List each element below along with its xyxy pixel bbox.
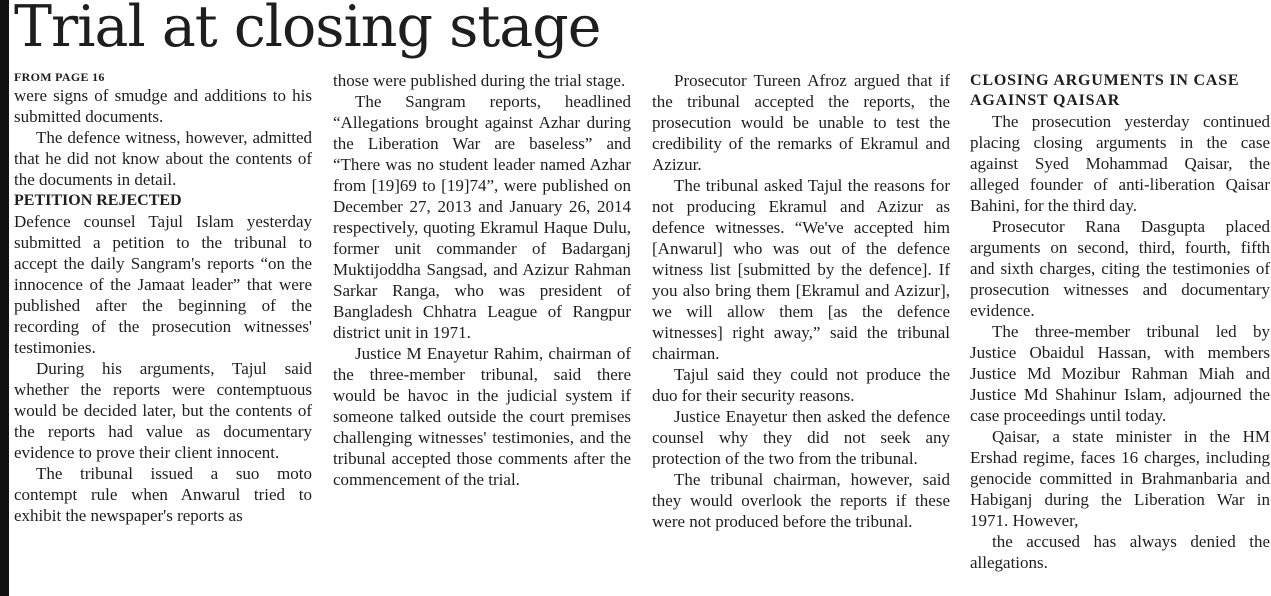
paragraph: The tribunal asked Tajul the reasons for not producing Ekramul and Azizur as defence witnesses. “We've accepted him [Anwarul] who was out of the defence witness list [submitted by the defence]. If you also bring them [Ekramul and Azizur], we will allow them [as the defence witnesses] right away,” said the tribunal chairman. [652, 176, 950, 363]
column-3 [652, 70, 950, 532]
subheading-closing-arguments: CLOSING ARGUMENTS IN CASE AGAINST QAISAR [970, 72, 1240, 109]
left-edge-bar [0, 0, 9, 596]
paragraph: those were published during the trial stage. [333, 71, 626, 90]
paragraph: were signs of smudge and additions to his submitted documents. [14, 86, 312, 126]
column-1 [14, 70, 312, 526]
paragraph: Tajul said they could not produce the duo for their security reasons. [652, 365, 950, 405]
paragraph: Prosecutor Tureen Afroz argued that if the tribunal accepted the reports, the prosecution would be unable to test the credibility of the remarks of Ekramul and Azizur. [652, 71, 950, 174]
column-4 [970, 71, 1270, 573]
paragraph: Justice Enayetur then asked the defence counsel why they did not seek any protection of the two from the tribunal. [652, 407, 950, 468]
headline: Trial at closing stage [14, 0, 601, 60]
paragraph: The defence witness, however, admitted that he did not know about the contents of the documents in detail. [14, 128, 312, 189]
paragraph: Qaisar, a state minister in the HM Ershad regime, faces 16 charges, including genocide committed in Brahmanbaria and Habiganj during the Liberation War in 1971. However, [970, 427, 1270, 530]
paragraph: Defence counsel Tajul Islam yesterday submitted a petition to the tribunal to accept the daily Sangram's reports “on the innocence of the Jamaat leader” that were published after the beginning of the recording of the prosecution witnesses' testimonies. [14, 212, 312, 357]
paragraph: The three-member tribunal led by Justice Obaidul Hassan, with members Justice Md Mozibur Rahman Miah and Justice Md Shahinur Islam, adjourned the case proceedings until today. [970, 322, 1270, 425]
paragraph: During his arguments, Tajul said whether the reports were contemptuous would be decided later, but the contents of the reports had value as documentary evidence to prove their client innocent. [14, 359, 312, 462]
paragraph: the accused has always denied the allegations. [970, 532, 1270, 572]
paragraph: Prosecutor Rana Dasgupta placed arguments on second, third, fourth, fifth and sixth charges, citing the testimonies of prosecution witnesses and documentary evidence. [970, 217, 1270, 320]
subheading-petition-rejected: PETITION REJECTED [14, 192, 182, 209]
paragraph: The prosecution yesterday continued placing closing arguments in the case against Syed Mohammad Qaisar, the alleged founder of anti-liberation Qaisar Bahini, for the third day. [970, 112, 1270, 215]
column-2 [333, 70, 631, 490]
jump-line: FROM PAGE 16 [14, 70, 105, 84]
paragraph: The Sangram reports, headlined “Allegations brought against Azhar during the Liberation War are baseless” and “There was no student leader named Azhar from [19]69 to [19]74”, were published on December 27, 2013 and January 26, 2014 respectively, quoting Ekramul Haque Dulu, former unit commander of Badarganj Muktijoddha Sangsad, and Azizur Rahman Sarkar Ranga, who was president of Bangladesh Chhatra League of Rangpur district unit in 1971. [333, 92, 631, 342]
paragraph: The tribunal issued a suo moto contempt rule when Anwarul tried to exhibit the newspaper's reports as [14, 464, 312, 525]
paragraph: Justice M Enayetur Rahim, chairman of the three-member tribunal, said there would be havoc in the judicial system if someone talked outside the court premises challenging witnesses' testimonies, and the tribunal accepted those comments after the commencement of the trial. [333, 344, 631, 489]
paragraph: The tribunal chairman, however, said they would overlook the reports if these were not produced before the tribunal. [652, 470, 950, 531]
